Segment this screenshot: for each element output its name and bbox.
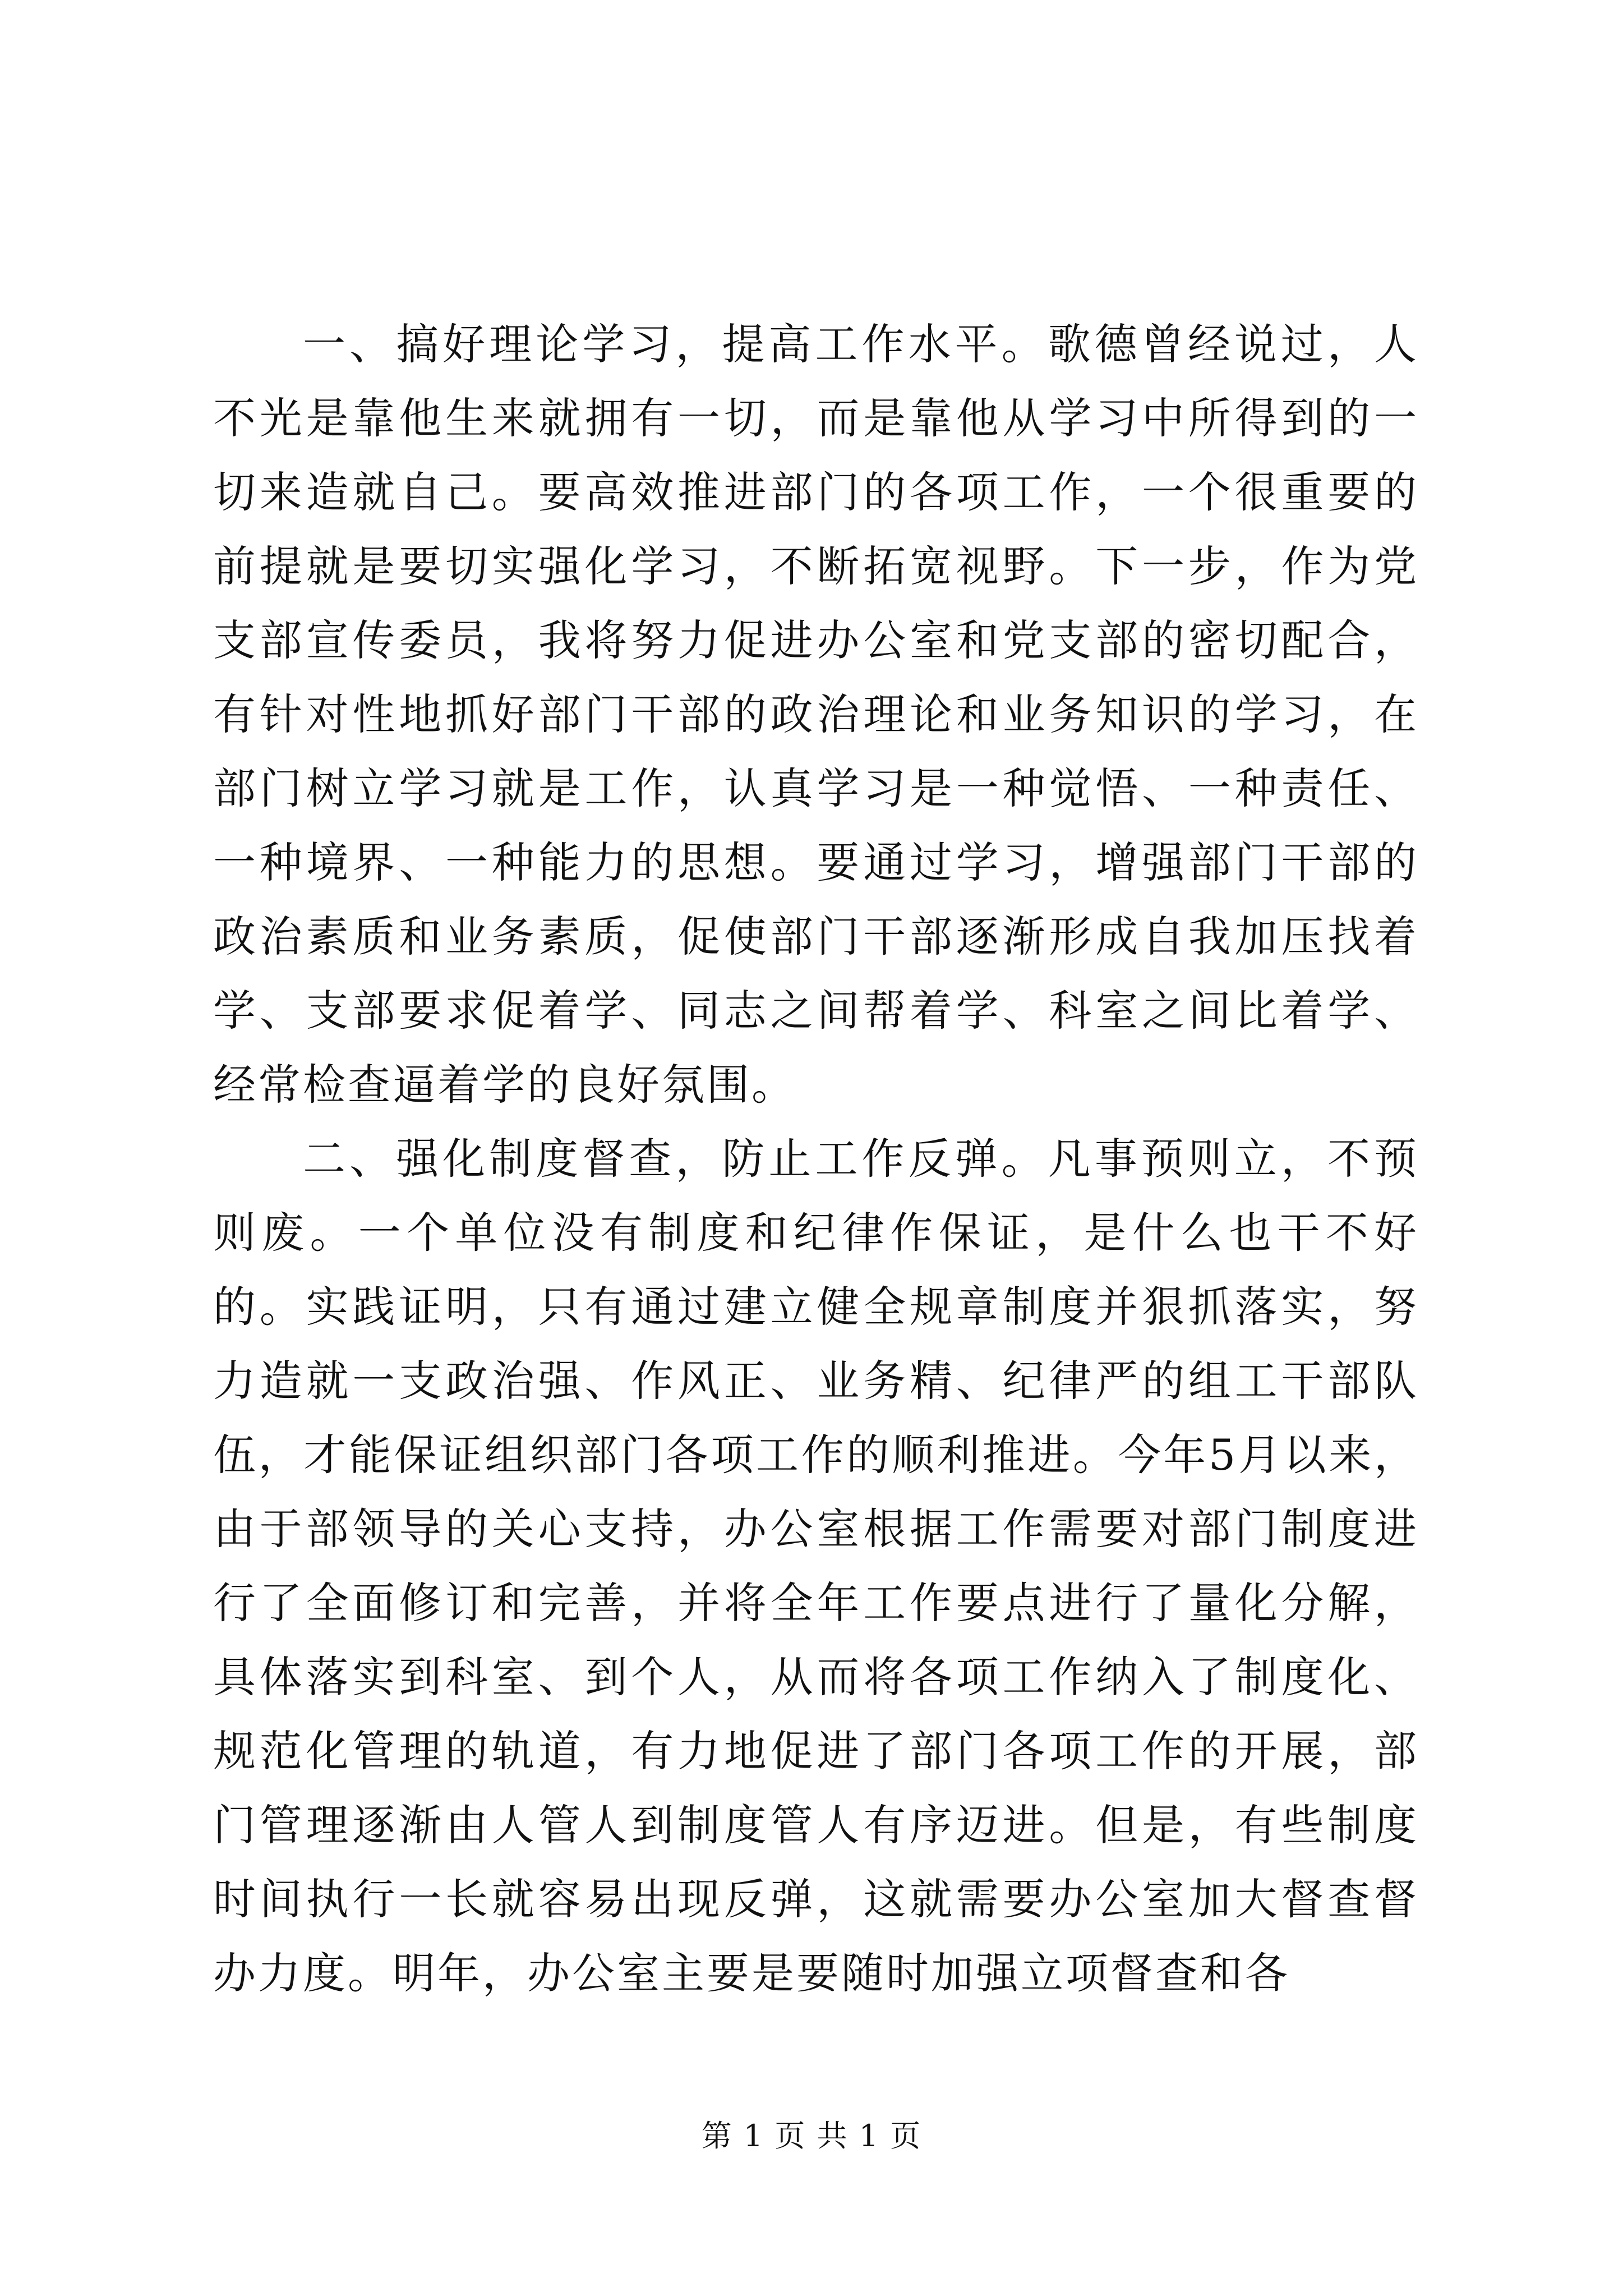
document-body [213, 307, 1419, 2010]
paragraph-system-supervision: 二、强化制度督查，防止工作反弹。凡事预则立，不预则废。一个单位没有制度和纪律作保证，是什么也干不好的。实践证明，只有通过建立健全规章制度并狠抓落实，努力造就一支政治强、作风正、业务精、纪律严的组工干部队伍，才能保证组织部门各项工作的顺利推进。今年5月以来，由于部领导的关心支持，办公室根据工作需要对部门制度进行了全面修订和完善，并将全年工作要点进行了量化分解，具体落实到科室、到个人，从而将各项工作纳入了制度化、规范化管理的轨道，有力地促进了部门各项工作的开展，部门管理逐渐由人管人到制度管人有序迈进。但是，有些制度时间执行一长就容易出现反弹，这就需要办公室加大督查督办力度。明年，办公室主要是要随时加强立项督查和各 [213, 1134, 1419, 1998]
page-footer: 第 1 页 共 1 页 [701, 2118, 922, 2154]
paragraph-theory-study: 一、搞好理论学习，提高工作水平。歌德曾经说过，人不光是靠他生来就拥有一切，而是靠他从学习中所得到的一切来造就自己。要高效推进部门的各项工作，一个很重要的前提就是要切实强化学习，不断拓宽视野。下一步，作为党支部宣传委员，我将努力促进办公室和党支部的密切配合，有针对性地抓好部门干部的政治理论和业务知识的学习，在部门树立学习就是工作，认真学习是一种觉悟、一种责任、一种境界、一种能力的思想。要通过学习，增强部门干部的政治素质和业务素质，促使部门干部逐渐形成自我加压找着学、支部要求促着学、同志之间帮着学、科室之间比着学、经常检查逼着学的良好氛围。 [213, 319, 1419, 1110]
